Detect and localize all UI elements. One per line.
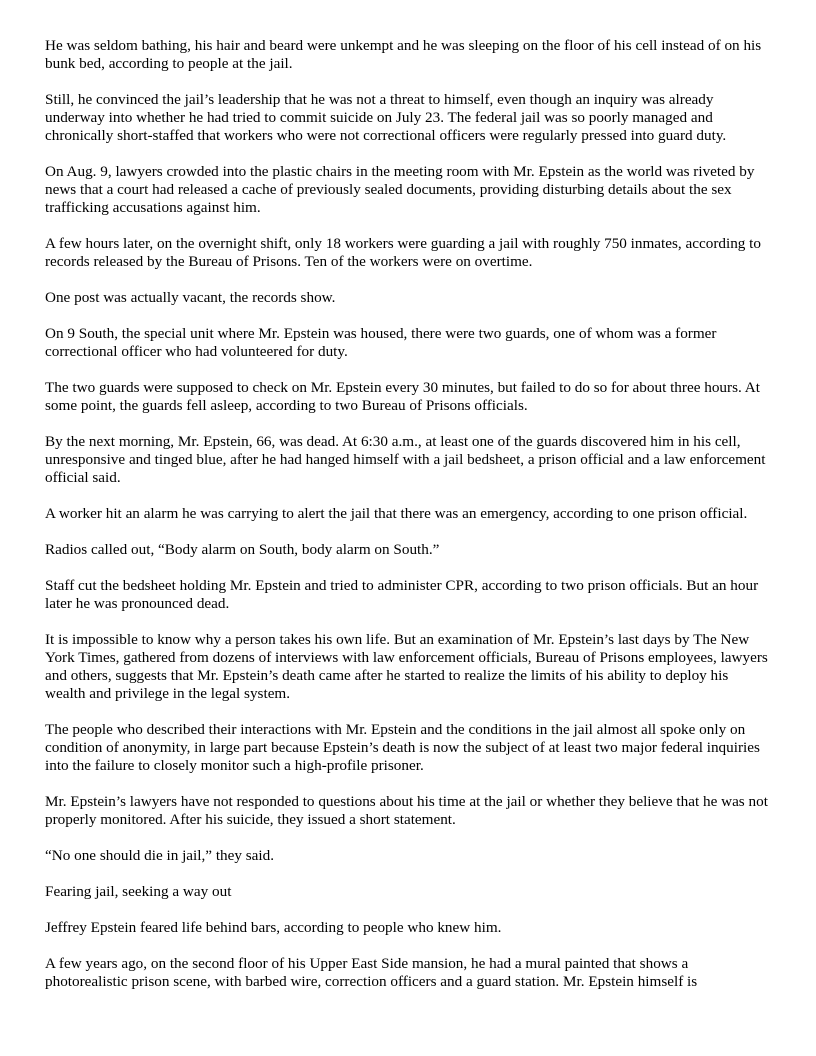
paragraph: Jeffrey Epstein feared life behind bars, according to people who knew him. — [45, 919, 502, 936]
paragraph: Staff cut the bedsheet holding Mr. Epstein and tried to administer CPR, according to two prison officials. But an hour later he was pronounced dead. — [45, 577, 759, 612]
section-heading: Fearing jail, seeking a way out — [45, 883, 232, 900]
paragraph: Still, he convinced the jail’s leadership that he was not a threat to himself, even though an inquiry was already underway into whether he had tried to commit suicide on July 23. The federal jail was so poorly managed and chronically short-staffed that workers who were not correctional officers were regularly pressed into guard duty. — [45, 91, 727, 144]
paragraph: The two guards were supposed to check on Mr. Epstein every 30 minutes, but failed to do so for about three hours. At some point, the guards fell asleep, according to two Bureau of Prisons officials. — [45, 379, 760, 414]
paragraph: “No one should die in jail,” they said. — [45, 847, 275, 864]
paragraph: Radios called out, “Body alarm on South, body alarm on South.” — [45, 541, 440, 558]
paragraph: A few hours later, on the overnight shift, only 18 workers were guarding a jail with roughly 750 inmates, according to records released by the Bureau of Prisons. Ten of the workers were on overtime. — [45, 235, 761, 270]
paragraph: On 9 South, the special unit where Mr. Epstein was housed, there were two guards, one of whom was a former correctional officer who had volunteered for duty. — [45, 325, 717, 360]
paragraph: One post was actually vacant, the records show. — [45, 289, 336, 306]
paragraph: The people who described their interactions with Mr. Epstein and the conditions in the jail almost all spoke only on condition of anonymity, in large part because Epstein’s death is now the subject of at least two major federal inquiries into the failure to closely monitor such a high-profile prisoner. — [45, 721, 760, 774]
paragraph: On Aug. 9, lawyers crowded into the plastic chairs in the meeting room with Mr. Epstein as the world was riveted by news that a court had released a cache of previously sealed documents, providing disturbing details about the sex trafficking accusations against him. — [45, 163, 755, 216]
paragraph: A few years ago, on the second floor of his Upper East Side mansion, he had a mural painted that shows a photorealistic prison scene, with barbed wire, correction officers and a guard station. Mr. Epstein himself is — [45, 955, 698, 990]
document-body — [45, 37, 771, 1009]
paragraph: Mr. Epstein’s lawyers have not responded to questions about his time at the jail or whether they believe that he was not properly monitored. After his suicide, they issued a short statement. — [45, 793, 768, 828]
paragraph: He was seldom bathing, his hair and beard were unkempt and he was sleeping on the floor of his cell instead of on his bunk bed, according to people at the jail. — [45, 37, 762, 72]
paragraph: By the next morning, Mr. Epstein, 66, was dead. At 6:30 a.m., at least one of the guards discovered him in his cell, unresponsive and tinged blue, after he had hanged himself with a jail bedsheet, a prison official and a law enforcement official said. — [45, 433, 766, 486]
paragraph: It is impossible to know why a person takes his own life. But an examination of Mr. Epstein’s last days by The New York Times, gathered from dozens of interviews with law enforcement officials, Bureau of Prisons employees, lawyers and others, suggests that Mr. Epstein’s death came after he started to realize the limits of his ability to deploy his wealth and privilege in the legal system. — [45, 631, 768, 702]
paragraph: A worker hit an alarm he was carrying to alert the jail that there was an emergency, according to one prison official. — [45, 505, 748, 522]
